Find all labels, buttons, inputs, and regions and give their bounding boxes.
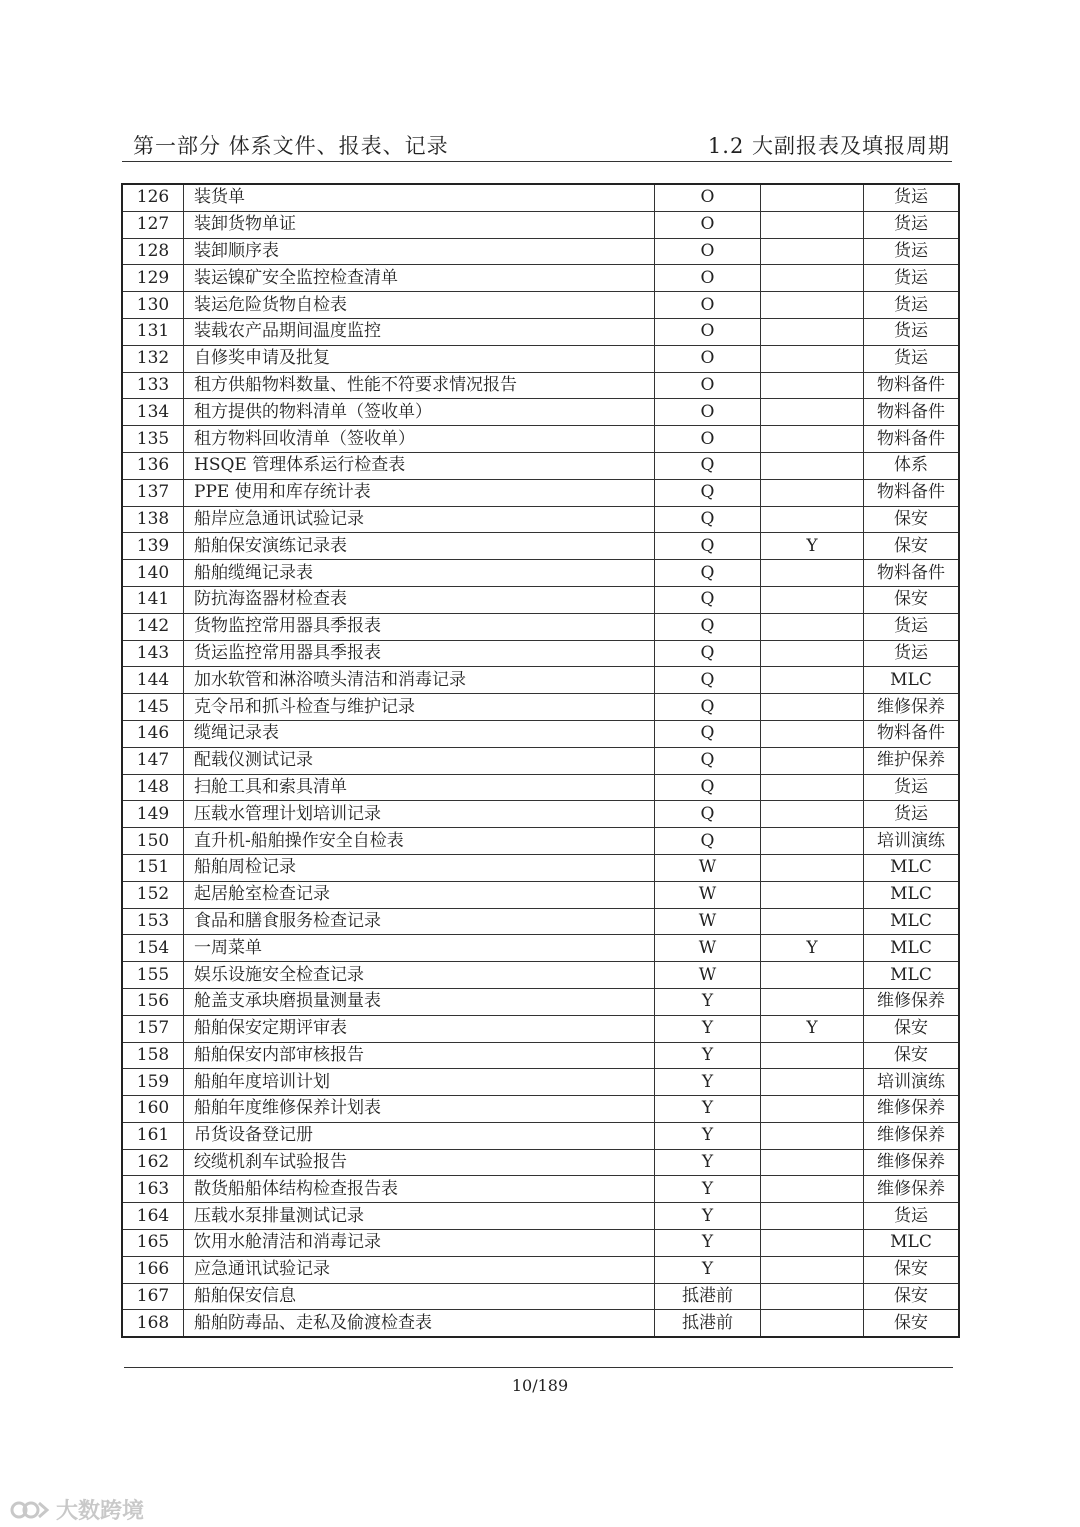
- required-flag: [761, 908, 864, 935]
- record-name: 货物监控常用器具季报表: [184, 613, 655, 640]
- table-row: [122, 1015, 959, 1042]
- report-frequency: Y: [655, 1203, 761, 1230]
- row-number: 153: [122, 908, 184, 935]
- report-frequency: O: [655, 372, 761, 399]
- row-number: 151: [122, 854, 184, 881]
- required-flag: Y: [761, 935, 864, 962]
- record-category: 培训演练: [864, 1069, 960, 1096]
- required-flag: [761, 1122, 864, 1149]
- record-name: 散货船船体结构检查报告表: [184, 1176, 655, 1203]
- record-name: 自修奖申请及批复: [184, 345, 655, 372]
- record-name: 船岸应急通讯试验记录: [184, 506, 655, 533]
- record-name: 食品和膳食服务检查记录: [184, 908, 655, 935]
- record-name: 装运镍矿安全监控检查清单: [184, 265, 655, 292]
- record-category: MLC: [864, 854, 960, 881]
- table-row: [122, 747, 959, 774]
- required-flag: [761, 720, 864, 747]
- row-number: 157: [122, 1015, 184, 1042]
- required-flag: [761, 586, 864, 613]
- table-row: [122, 1149, 959, 1176]
- table-row: [122, 1256, 959, 1283]
- required-flag: [761, 292, 864, 319]
- report-frequency: Q: [655, 452, 761, 479]
- report-frequency: O: [655, 211, 761, 238]
- row-number: 146: [122, 720, 184, 747]
- header-section-title: 第一部分 体系文件、报表、记录: [133, 134, 449, 158]
- row-number: 167: [122, 1283, 184, 1310]
- record-name: 船舶保安演练记录表: [184, 533, 655, 560]
- row-number: 143: [122, 640, 184, 667]
- report-frequency: W: [655, 881, 761, 908]
- row-number: 159: [122, 1069, 184, 1096]
- row-number: 137: [122, 479, 184, 506]
- record-name: 租方供船物料数量、性能不符要求情况报告: [184, 372, 655, 399]
- required-flag: [761, 211, 864, 238]
- row-number: 149: [122, 801, 184, 828]
- table-row: [122, 1310, 959, 1337]
- row-number: 129: [122, 265, 184, 292]
- required-flag: [761, 988, 864, 1015]
- table-row: [122, 1069, 959, 1096]
- report-frequency: Q: [655, 747, 761, 774]
- required-flag: [761, 694, 864, 721]
- required-flag: [761, 318, 864, 345]
- table-row: [122, 774, 959, 801]
- row-number: 168: [122, 1310, 184, 1337]
- table-row: [122, 345, 959, 372]
- record-category: MLC: [864, 908, 960, 935]
- report-frequency: O: [655, 345, 761, 372]
- record-name: 饮用水舱清洁和消毒记录: [184, 1230, 655, 1257]
- record-category: 保安: [864, 1015, 960, 1042]
- table-row: [122, 479, 959, 506]
- record-category: 体系: [864, 452, 960, 479]
- row-number: 126: [122, 184, 184, 211]
- record-name: PPE 使用和库存统计表: [184, 479, 655, 506]
- record-category: 保安: [864, 586, 960, 613]
- row-number: 132: [122, 345, 184, 372]
- record-name: 装运危险货物自检表: [184, 292, 655, 319]
- row-number: 163: [122, 1176, 184, 1203]
- table-row: [122, 426, 959, 453]
- required-flag: [761, 962, 864, 989]
- table-row: [122, 399, 959, 426]
- row-number: 136: [122, 452, 184, 479]
- report-frequency: Y: [655, 1015, 761, 1042]
- record-category: 保安: [864, 1256, 960, 1283]
- record-category: 保安: [864, 1283, 960, 1310]
- record-name: 船舶保安信息: [184, 1283, 655, 1310]
- required-flag: [761, 667, 864, 694]
- report-frequency: W: [655, 962, 761, 989]
- report-frequency: Q: [655, 640, 761, 667]
- watermark-text: 大数跨境: [56, 1499, 145, 1524]
- record-category: 保安: [864, 506, 960, 533]
- row-number: 162: [122, 1149, 184, 1176]
- table-row: [122, 613, 959, 640]
- report-frequency: Q: [655, 613, 761, 640]
- report-frequency: O: [655, 399, 761, 426]
- row-number: 161: [122, 1122, 184, 1149]
- record-category: 货运: [864, 613, 960, 640]
- record-category: 货运: [864, 184, 960, 211]
- row-number: 164: [122, 1203, 184, 1230]
- record-name: 缆绳记录表: [184, 720, 655, 747]
- report-frequency: Q: [655, 801, 761, 828]
- record-name: 船舶年度培训计划: [184, 1069, 655, 1096]
- record-category: 货运: [864, 774, 960, 801]
- table-row: [122, 586, 959, 613]
- record-name: 娱乐设施安全检查记录: [184, 962, 655, 989]
- required-flag: Y: [761, 533, 864, 560]
- watermark-logo-icon: [10, 1497, 50, 1523]
- row-number: 135: [122, 426, 184, 453]
- record-category: 货运: [864, 265, 960, 292]
- row-number: 142: [122, 613, 184, 640]
- required-flag: [761, 238, 864, 265]
- row-number: 131: [122, 318, 184, 345]
- report-frequency: Y: [655, 1042, 761, 1069]
- report-frequency: W: [655, 935, 761, 962]
- report-frequency: Y: [655, 1122, 761, 1149]
- required-flag: [761, 881, 864, 908]
- row-number: 144: [122, 667, 184, 694]
- header-divider: [122, 161, 952, 162]
- record-category: 物料备件: [864, 426, 960, 453]
- required-flag: [761, 640, 864, 667]
- report-frequency: Q: [655, 560, 761, 587]
- required-flag: [761, 265, 864, 292]
- required-flag: [761, 1230, 864, 1257]
- row-number: 141: [122, 586, 184, 613]
- table-row: [122, 667, 959, 694]
- records-table-body: [122, 184, 959, 1337]
- record-name: 舱盖支承块磨损量测量表: [184, 988, 655, 1015]
- table-row: [122, 292, 959, 319]
- table-row: [122, 720, 959, 747]
- table-row: [122, 1283, 959, 1310]
- table-row: [122, 988, 959, 1015]
- row-number: 160: [122, 1096, 184, 1123]
- report-frequency: O: [655, 238, 761, 265]
- record-category: MLC: [864, 881, 960, 908]
- table-row: [122, 908, 959, 935]
- table-row: [122, 1176, 959, 1203]
- record-category: 维修保养: [864, 694, 960, 721]
- table-row: [122, 1096, 959, 1123]
- required-flag: [761, 613, 864, 640]
- row-number: 140: [122, 560, 184, 587]
- row-number: 147: [122, 747, 184, 774]
- report-frequency: O: [655, 265, 761, 292]
- report-frequency: Q: [655, 506, 761, 533]
- required-flag: [761, 747, 864, 774]
- required-flag: [761, 1283, 864, 1310]
- record-name: 防抗海盗器材检查表: [184, 586, 655, 613]
- record-category: 维修保养: [864, 988, 960, 1015]
- required-flag: [761, 1096, 864, 1123]
- row-number: 158: [122, 1042, 184, 1069]
- required-flag: [761, 399, 864, 426]
- table-row: [122, 1122, 959, 1149]
- required-flag: [761, 426, 864, 453]
- row-number: 150: [122, 828, 184, 855]
- table-row: [122, 184, 959, 211]
- table-row: [122, 962, 959, 989]
- table-row: [122, 640, 959, 667]
- report-frequency: Q: [655, 479, 761, 506]
- table-row: [122, 506, 959, 533]
- required-flag: [761, 479, 864, 506]
- record-category: 货运: [864, 801, 960, 828]
- required-flag: [761, 372, 864, 399]
- report-frequency: Q: [655, 533, 761, 560]
- required-flag: [761, 801, 864, 828]
- report-frequency: Q: [655, 586, 761, 613]
- record-name: 绞缆机刹车试验报告: [184, 1149, 655, 1176]
- record-category: 培训演练: [864, 828, 960, 855]
- report-frequency: O: [655, 318, 761, 345]
- table-row: [122, 265, 959, 292]
- record-name: 船舶缆绳记录表: [184, 560, 655, 587]
- table-row: [122, 801, 959, 828]
- table-row: [122, 1042, 959, 1069]
- record-name: 装卸顺序表: [184, 238, 655, 265]
- row-number: 139: [122, 533, 184, 560]
- record-category: MLC: [864, 1230, 960, 1257]
- record-name: 压载水泵排量测试记录: [184, 1203, 655, 1230]
- record-category: 货运: [864, 211, 960, 238]
- record-name: 装卸货物单证: [184, 211, 655, 238]
- table-row: [122, 1230, 959, 1257]
- required-flag: [761, 1256, 864, 1283]
- record-category: 维修保养: [864, 1122, 960, 1149]
- report-frequency: Y: [655, 1149, 761, 1176]
- required-flag: [761, 1042, 864, 1069]
- record-category: 物料备件: [864, 560, 960, 587]
- record-category: 货运: [864, 238, 960, 265]
- row-number: 166: [122, 1256, 184, 1283]
- required-flag: [761, 345, 864, 372]
- record-name: 加水软管和淋浴喷头清洁和消毒记录: [184, 667, 655, 694]
- record-name: 装载农产品期间温度监控: [184, 318, 655, 345]
- required-flag: [761, 854, 864, 881]
- report-frequency: W: [655, 908, 761, 935]
- report-frequency: Y: [655, 988, 761, 1015]
- row-number: 133: [122, 372, 184, 399]
- record-name: 吊货设备登记册: [184, 1122, 655, 1149]
- record-category: MLC: [864, 935, 960, 962]
- record-category: 维护保养: [864, 747, 960, 774]
- table-row: [122, 1203, 959, 1230]
- record-category: MLC: [864, 962, 960, 989]
- record-category: 货运: [864, 1203, 960, 1230]
- footer-divider: [124, 1367, 953, 1368]
- record-name: 克令吊和抓斗检查与维护记录: [184, 694, 655, 721]
- required-flag: [761, 1310, 864, 1337]
- record-name: 一周菜单: [184, 935, 655, 962]
- row-number: 145: [122, 694, 184, 721]
- row-number: 134: [122, 399, 184, 426]
- record-category: MLC: [864, 667, 960, 694]
- record-name: 装货单: [184, 184, 655, 211]
- records-table: [121, 183, 960, 1338]
- record-name: 租方物料回收清单（签收单）: [184, 426, 655, 453]
- record-category: 货运: [864, 640, 960, 667]
- record-category: 物料备件: [864, 479, 960, 506]
- record-category: 货运: [864, 345, 960, 372]
- record-name: HSQE 管理体系运行检查表: [184, 452, 655, 479]
- row-number: 138: [122, 506, 184, 533]
- report-frequency: Q: [655, 828, 761, 855]
- record-name: 船舶防毒品、走私及偷渡检查表: [184, 1310, 655, 1337]
- row-number: 127: [122, 211, 184, 238]
- report-frequency: Y: [655, 1176, 761, 1203]
- required-flag: [761, 184, 864, 211]
- record-name: 起居舱室检查记录: [184, 881, 655, 908]
- report-frequency: Q: [655, 667, 761, 694]
- required-flag: [761, 1069, 864, 1096]
- record-category: 维修保养: [864, 1149, 960, 1176]
- required-flag: [761, 560, 864, 587]
- required-flag: [761, 452, 864, 479]
- table-row: [122, 452, 959, 479]
- record-name: 直升机-船舶操作安全自检表: [184, 828, 655, 855]
- required-flag: [761, 1203, 864, 1230]
- report-frequency: Q: [655, 694, 761, 721]
- required-flag: Y: [761, 1015, 864, 1042]
- required-flag: [761, 506, 864, 533]
- record-name: 船舶周检记录: [184, 854, 655, 881]
- record-category: 保安: [864, 1042, 960, 1069]
- required-flag: [761, 774, 864, 801]
- table-row: [122, 828, 959, 855]
- report-frequency: 抵港前: [655, 1310, 761, 1337]
- table-row: [122, 694, 959, 721]
- table-row: [122, 318, 959, 345]
- required-flag: [761, 1176, 864, 1203]
- watermark: [10, 1494, 144, 1525]
- record-category: 维修保养: [864, 1176, 960, 1203]
- record-name: 应急通讯试验记录: [184, 1256, 655, 1283]
- row-number: 130: [122, 292, 184, 319]
- record-name: 租方提供的物料清单（签收单）: [184, 399, 655, 426]
- row-number: 154: [122, 935, 184, 962]
- record-category: 物料备件: [864, 372, 960, 399]
- row-number: 128: [122, 238, 184, 265]
- record-category: 货运: [864, 292, 960, 319]
- row-number: 148: [122, 774, 184, 801]
- record-category: 维修保养: [864, 1096, 960, 1123]
- report-frequency: O: [655, 426, 761, 453]
- page-number: 10/189: [511, 1376, 569, 1395]
- row-number: 165: [122, 1230, 184, 1257]
- record-category: 物料备件: [864, 720, 960, 747]
- table-row: [122, 211, 959, 238]
- table-row: [122, 238, 959, 265]
- required-flag: [761, 828, 864, 855]
- table-row: [122, 533, 959, 560]
- report-frequency: Y: [655, 1069, 761, 1096]
- record-name: 配载仪测试记录: [184, 747, 655, 774]
- record-name: 货运监控常用器具季报表: [184, 640, 655, 667]
- table-row: [122, 372, 959, 399]
- record-name: 压载水管理计划培训记录: [184, 801, 655, 828]
- record-category: 保安: [864, 1310, 960, 1337]
- record-name: 船舶保安内部审核报告: [184, 1042, 655, 1069]
- row-number: 152: [122, 881, 184, 908]
- required-flag: [761, 1149, 864, 1176]
- record-category: 物料备件: [864, 399, 960, 426]
- report-frequency: O: [655, 292, 761, 319]
- report-frequency: Q: [655, 774, 761, 801]
- report-frequency: W: [655, 854, 761, 881]
- table-row: [122, 560, 959, 587]
- report-frequency: Q: [655, 720, 761, 747]
- record-name: 扫舱工具和索具清单: [184, 774, 655, 801]
- report-frequency: O: [655, 184, 761, 211]
- table-row: [122, 935, 959, 962]
- report-frequency: 抵港前: [655, 1283, 761, 1310]
- row-number: 155: [122, 962, 184, 989]
- record-name: 船舶保安定期评审表: [184, 1015, 655, 1042]
- table-row: [122, 854, 959, 881]
- report-frequency: Y: [655, 1230, 761, 1257]
- header-chapter-title: 1.2 大副报表及填报周期: [707, 134, 950, 158]
- record-category: 保安: [864, 533, 960, 560]
- report-frequency: Y: [655, 1256, 761, 1283]
- record-name: 船舶年度维修保养计划表: [184, 1096, 655, 1123]
- record-category: 货运: [864, 318, 960, 345]
- table-row: [122, 881, 959, 908]
- report-frequency: Y: [655, 1096, 761, 1123]
- row-number: 156: [122, 988, 184, 1015]
